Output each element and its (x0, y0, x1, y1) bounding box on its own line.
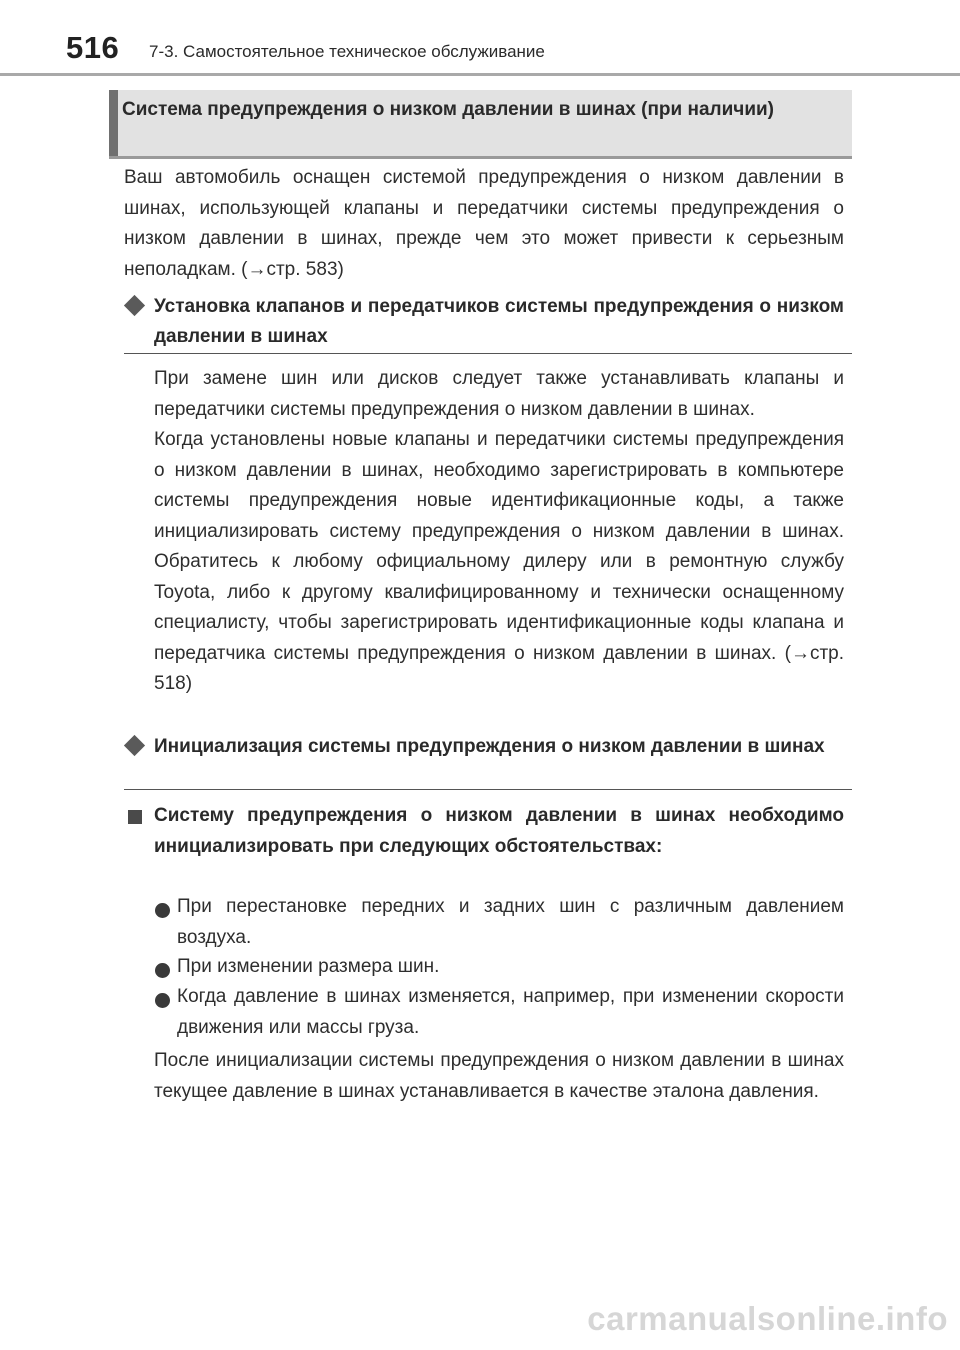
subsection-divider (124, 789, 852, 790)
watermark: carmanualsonline.info (587, 1300, 948, 1337)
list-item: Когда давление в шинах изменяется, например, при изменении скорости движения или массы груза. (177, 986, 844, 1038)
header-rule (0, 73, 960, 76)
square-bullet-icon (128, 810, 142, 824)
valves-paragraph-1: При замене шин или дисков следует также устанавливать клапаны и передатчики системы предупреждения о низком давлении в шинах. (154, 368, 844, 420)
page-header (0, 0, 960, 76)
round-bullet-icon (155, 963, 170, 978)
round-bullet-icon (155, 903, 170, 918)
diamond-bullet-icon (124, 735, 145, 756)
page-number: 516 (66, 30, 120, 65)
initialization-closing-paragraph: После инициализации системы предупреждения о низком давлении в шинах текущее давление в шинах устанавливается в качестве эталона давления. (154, 1050, 844, 1102)
list-item: При перестановке передних и задних шин с различным давлением воздуха. (177, 896, 844, 948)
section-title: Система предупреждения о низком давлении в шинах (при наличии) (122, 99, 775, 120)
valves-paragraph-2: Когда установлены новые клапаны и передатчики системы предупреждения о низком давлении в шинах, необходимо зарегистрировать в компьютере системы предупреждения новые идентификационные коды, а также инициализировать систему предупреждения о низком давлении в шинах. Обратитесь к любому официальному дилеру или в ремонтную службу Toyota, либо к другому квалифицированному и технически оснащенному специалисту, чтобы зарегистрировать идентификационные коды клапана и передатчика системы предупреждения о низком давлении в шинах. (→стр. 518) (154, 429, 844, 694)
section-title-accent-bar (109, 90, 118, 156)
round-bullet-icon (155, 993, 170, 1008)
list-item: При изменении размера шин. (177, 956, 440, 977)
diamond-bullet-icon (124, 295, 145, 316)
subsection-heading-valves: Установка клапанов и передатчиков системы предупреждения о низком давлении в шинах (154, 296, 844, 347)
initialization-conditions-heading: Систему предупреждения о низком давлении в шинах необходимо инициализировать при следующих обстоятельствах: (154, 805, 844, 857)
intro-paragraph: Ваш автомобиль оснащен системой предупреждения о низком давлении в шинах, использующей клапаны и передатчики системы предупреждения о низком давлении в шинах, прежде чем это может привести к серьезным неполадкам. (→стр. 583) (124, 167, 844, 280)
subsection-heading-initialization: Инициализация системы предупреждения о низком давлении в шинах (154, 736, 825, 757)
subsection-divider (124, 353, 852, 354)
chapter-title: 7-3. Самостоятельное техническое обслуживание (149, 42, 545, 61)
